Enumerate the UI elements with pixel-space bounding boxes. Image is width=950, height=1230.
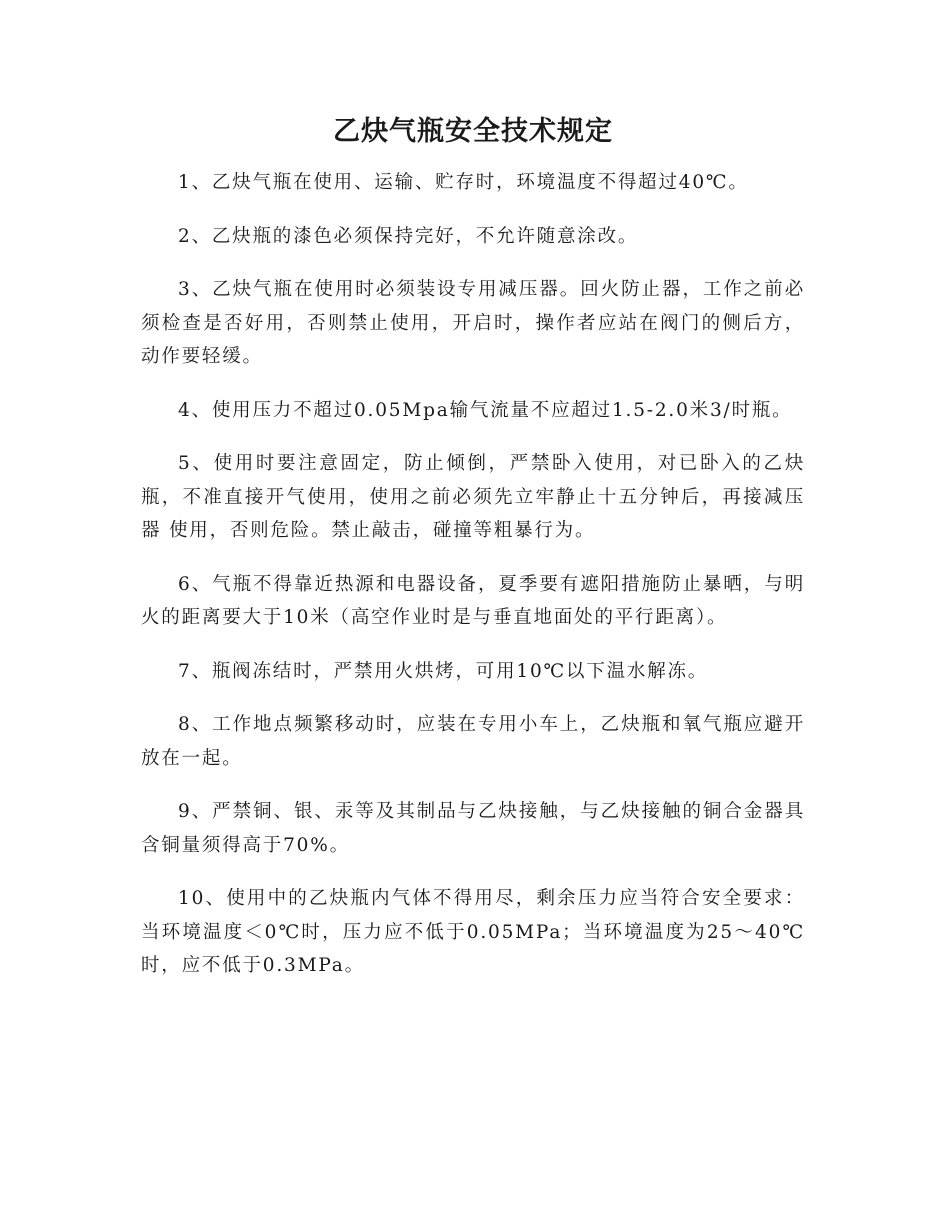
clause-1: 1、乙炔气瓶在使用、运输、贮存时，环境温度不得超过40℃。 [178,172,749,193]
clause-3: 3、乙炔气瓶在使用时必须装设专用减压器。回火防止器，工作之前必须检查是否好用，否则禁止使用，开启时，操作者应站在阀门的侧后方，动作要轻缓。 [141,279,805,367]
document-title: 乙炔气瓶安全技术规定 [333,116,613,147]
clause-5: 5、使用时要注意固定，防止倾倒，严禁卧入使用，对已卧入的乙炔瓶，不准直接开气使用，使用之前必须先立牢静止十五分钟后，再接减压器 使用，否则危险。禁止敲击，碰撞等粗暴行为。 [141,453,805,541]
clause-8: 8、工作地点频繁移动时，应装在专用小车上，乙炔瓶和氧气瓶应避开放在一起。 [141,714,805,769]
clause-4: 4、使用压力不超过0.05Mpa输气流量不应超过1.5-2.0米3/时瓶。 [178,399,793,421]
document-page [141,112,805,1003]
clause-2: 2、乙炔瓶的漆色必须保持完好，不允许随意涂改。 [178,225,639,247]
clause-10: 10、使用中的乙炔瓶内气体不得用尽，剩余压力应当符合安全要求：当环境温度＜0℃时，压力应不低于0.05MPa；当环境温度为25～40℃时，应不低于0.3MPa。 [141,888,805,976]
clause-9: 9、严禁铜、银、汞等及其制品与乙炔接触，与乙炔接触的铜合金器具含铜量须得高于70%。 [141,801,805,856]
clause-6: 6、气瓶不得靠近热源和电器设备，夏季要有遮阳措施防止暴晒，与明火的距离要大于10米（高空作业时是与垂直地面处的平行距离）。 [141,573,805,628]
clause-7: 7、瓶阀冻结时，严禁用火烘烤，可用10℃以下温水解冻。 [178,660,709,682]
